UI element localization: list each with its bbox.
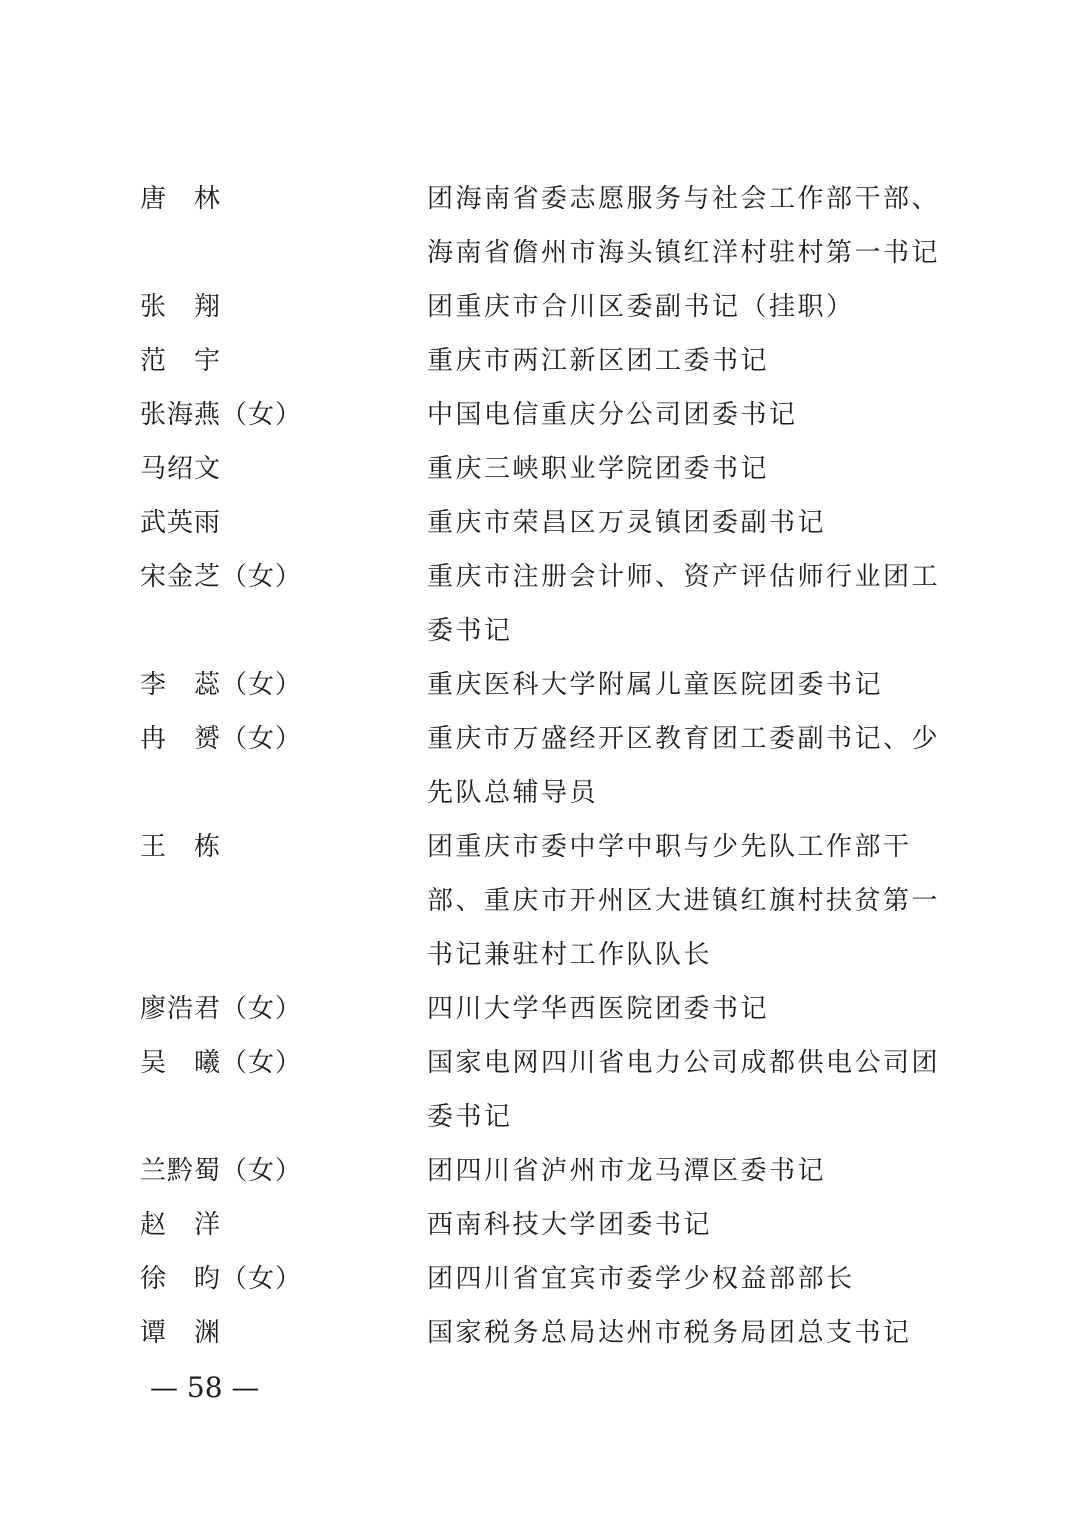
person-name: 谭 渊 [140, 1318, 222, 1348]
position-line: 海南省儋州市海头镇红洋村驻村第一书记 [427, 238, 941, 268]
roster-entry [0, 1144, 1080, 1198]
position-line: 先队总辅导员 [427, 778, 599, 808]
position-line: 重庆市两江新区团工委书记 [427, 346, 770, 376]
person-name: 张海燕（女） [140, 400, 303, 430]
person-name: 兰黔蜀（女） [140, 1156, 303, 1186]
position-line: 书记兼驻村工作队队长 [427, 940, 713, 970]
position-line: 团四川省泸州市龙马潭区委书记 [427, 1156, 827, 1186]
roster-entry [0, 712, 1080, 820]
roster-entry [0, 280, 1080, 334]
roster-entry [0, 388, 1080, 442]
person-name: 廖浩君（女） [140, 994, 303, 1024]
position-line: 团四川省宜宾市委学少权益部部长 [427, 1264, 855, 1294]
person-position [427, 1252, 947, 1306]
position-line: 重庆医科大学附属儿童医院团委书记 [427, 670, 884, 700]
position-line: 委书记 [427, 1102, 513, 1132]
position-line: 中国电信重庆分公司团委书记 [427, 400, 798, 430]
person-position [427, 442, 947, 496]
person-position [427, 982, 947, 1036]
person-position [427, 658, 947, 712]
position-line: 团重庆市合川区委副书记（挂职） [427, 292, 855, 322]
position-line: 重庆市荣昌区万灵镇团委副书记 [427, 508, 827, 538]
roster-entry [0, 1198, 1080, 1252]
person-name: 张 翔 [140, 292, 222, 322]
roster-entry [0, 1252, 1080, 1306]
person-position [427, 1198, 947, 1252]
person-name: 徐 昀（女） [140, 1264, 303, 1294]
position-line: 委书记 [427, 616, 513, 646]
roster-entry [0, 658, 1080, 712]
person-name: 李 蕊（女） [140, 670, 303, 700]
position-line: 重庆市万盛经开区教育团工委副书记、少 [427, 724, 941, 754]
person-position [427, 280, 947, 334]
person-position [427, 820, 947, 982]
page-number: — 58 — [150, 1371, 260, 1404]
person-position [427, 1144, 947, 1198]
position-line: 重庆市注册会计师、资产评估师行业团工 [427, 562, 941, 592]
person-name: 唐 林 [140, 184, 222, 214]
position-line: 部、重庆市开州区大进镇红旗村扶贫第一 [427, 886, 941, 916]
person-name: 吴 曦（女） [140, 1048, 303, 1078]
person-position [427, 1306, 947, 1360]
person-name: 武英雨 [140, 508, 222, 538]
person-position [427, 712, 947, 820]
person-name: 宋金芝（女） [140, 562, 303, 592]
position-line: 西南科技大学团委书记 [427, 1210, 713, 1240]
position-line: 国家电网四川省电力公司成都供电公司团 [427, 1048, 941, 1078]
person-position [427, 1036, 947, 1144]
person-position [427, 550, 947, 658]
roster-entry [0, 334, 1080, 388]
position-line: 国家税务总局达州市税务局团总支书记 [427, 1318, 912, 1348]
roster-entry [0, 820, 1080, 982]
person-name: 马绍文 [140, 454, 222, 484]
position-line: 重庆三峡职业学院团委书记 [427, 454, 770, 484]
roster-entry [0, 550, 1080, 658]
roster-entry [0, 982, 1080, 1036]
person-name: 冉 赟（女） [140, 724, 303, 754]
roster-entry [0, 1306, 1080, 1360]
roster-entry [0, 442, 1080, 496]
roster-list [0, 172, 1080, 1360]
roster-entry [0, 496, 1080, 550]
person-position [427, 172, 947, 280]
person-name: 赵 洋 [140, 1210, 222, 1240]
position-line: 四川大学华西医院团委书记 [427, 994, 770, 1024]
person-position [427, 496, 947, 550]
person-position [427, 334, 947, 388]
person-name: 范 宇 [140, 346, 222, 376]
roster-entry [0, 172, 1080, 280]
position-line: 团重庆市委中学中职与少先队工作部干 [427, 832, 912, 862]
position-line: 团海南省委志愿服务与社会工作部干部、 [427, 184, 941, 214]
roster-entry [0, 1036, 1080, 1144]
person-name: 王 栋 [140, 832, 222, 862]
person-position [427, 388, 947, 442]
